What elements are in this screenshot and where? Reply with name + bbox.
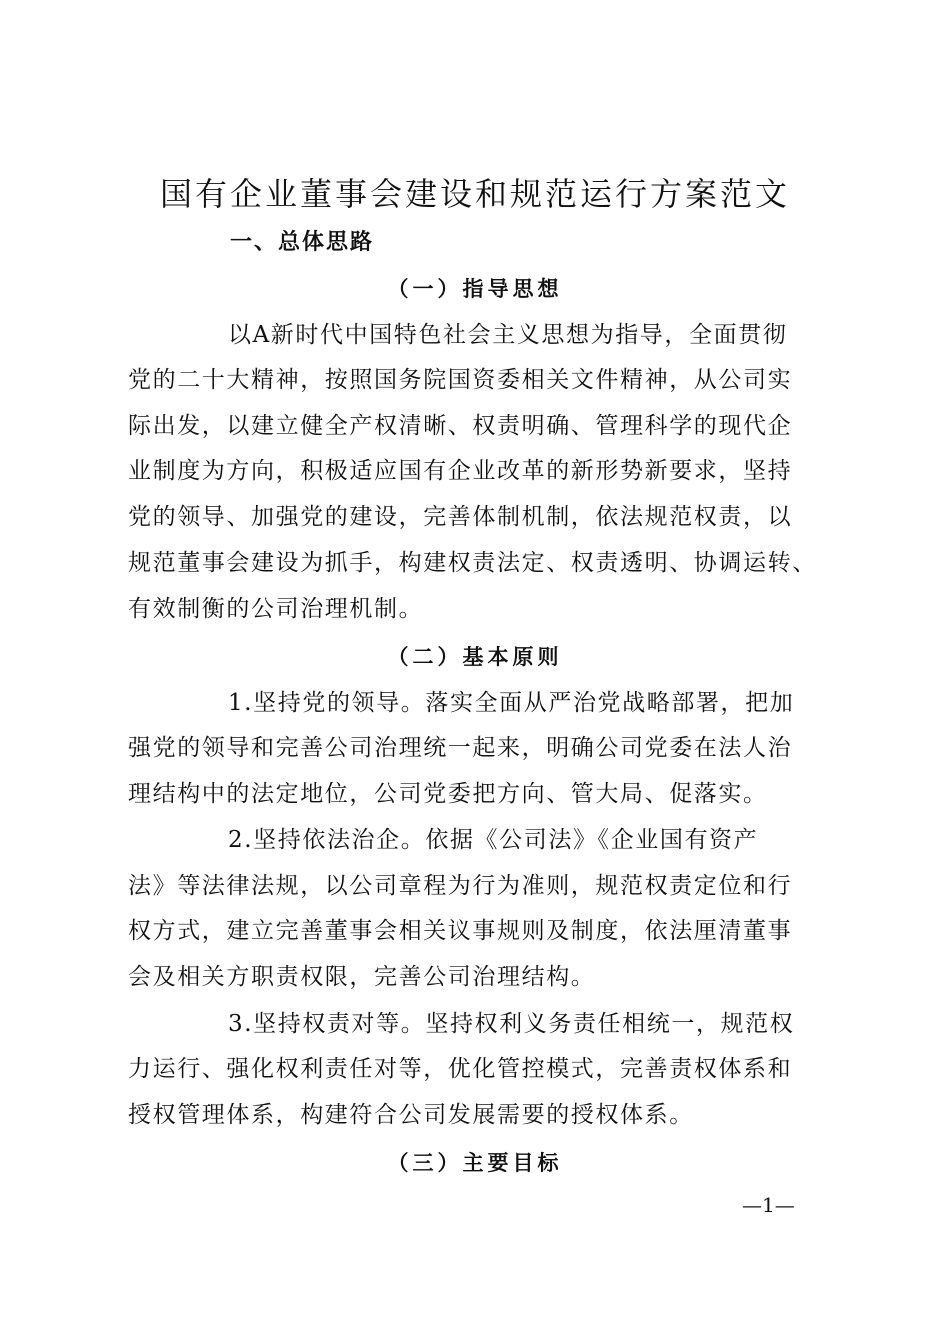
paragraph-line: 2.坚持依法治企。依据《公司法》《企业国有资产	[228, 827, 759, 853]
paragraph-line: 以A新时代中国特色社会主义思想为指导，全面贯彻	[228, 322, 788, 348]
page-number: —1—	[742, 1193, 795, 1217]
paragraph-line: 3.坚持权责对等。坚持权利义务责任相统一，规范权	[228, 1011, 795, 1037]
paragraph-line: 1.坚持党的领导。落实全面从严治党战略部署，把加	[228, 690, 795, 716]
paragraph-line: 会及相关方职责权限，完善公司治理结构。	[128, 964, 596, 990]
paragraph-line: 力运行、强化权利责任对等，优化管控模式，完善责权体系和	[128, 1056, 793, 1082]
section-heading-overall-approach: 一、总体思路	[230, 230, 375, 255]
subsection-heading-main-goals: （三）主要目标	[387, 1150, 563, 1175]
paragraph-line: 理结构中的法定地位，公司党委把方向、管大局、促落实。	[128, 781, 768, 807]
paragraph-line: 业制度为方向，积极适应国有企业改革的新形势新要求，坚持	[128, 458, 793, 484]
paragraph-line: 规范董事会建设为抓手，构建权责法定、权责透明、协调运转、	[128, 550, 817, 576]
paragraph-line: 党的二十大精神，按照国务院国资委相关文件精神，从公司实	[128, 367, 793, 393]
paragraph-line: 际出发，以建立健全产权清晰、权责明确、管理科学的现代企	[128, 413, 793, 439]
document-title: 国有企业董事会建设和规范运行方案范文	[159, 175, 790, 213]
paragraph-line: 强党的领导和完善公司治理统一起来，明确公司党委在法人治	[128, 735, 793, 761]
subsection-heading-basic-principles: （二）基本原则	[387, 644, 563, 669]
subsection-heading-guiding-ideology: （一）指导思想	[387, 276, 563, 301]
paragraph-line: 权方式，建立完善董事会相关议事规则及制度，依法厘清董事	[128, 918, 793, 944]
paragraph-line: 法》等法律法规，以公司章程为行为准则，规范权责定位和行	[128, 873, 793, 899]
paragraph-line: 有效制衡的公司治理机制。	[128, 596, 424, 622]
paragraph-line: 授权管理体系，构建符合公司发展需要的授权体系。	[128, 1102, 694, 1128]
paragraph-line: 党的领导、加强党的建设，完善体制机制，依法规范权责，以	[128, 504, 793, 530]
